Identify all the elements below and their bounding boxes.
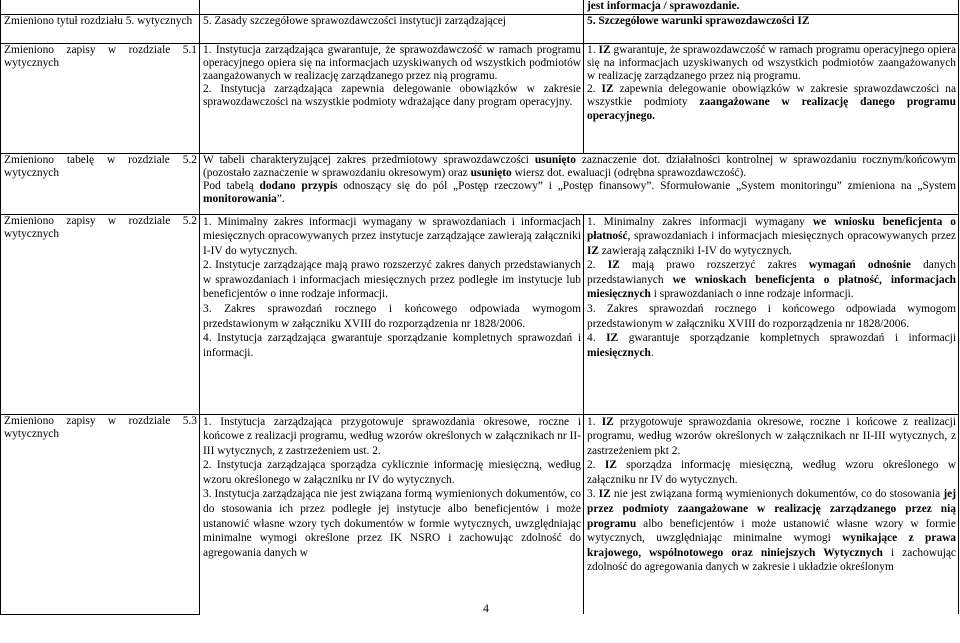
paragraph: 2. Instytucja zarządzająca zapewnia delegowanie obowiązków w zakresie sprawozdawczości na wszystkie podmioty wdrażające dany program operacyjny. <box>203 83 581 109</box>
paragraph: 3. IZ nie jest związana formą wymienionych dokumentów, co do stosowania jej przez podmioty zaangażowane w realizację zarządzanego przez nią programu albo beneficjentów i może ustanowić własne wzory w formie wytycznych, uwzględniając minimalne wymogi wynikające z prawa krajowego, wspólnotowego oraz niniejszych Wytycznych i zachowując zdolność do agregowania danych w zakresie i układzie określonym <box>587 488 957 574</box>
old-text-cell <box>200 43 584 153</box>
new-text-cell <box>584 0 959 14</box>
paragraph: 2. IZ sporządza informację miesięczną, według wzoru określonego w załączniku nr IV do wytycznych. <box>587 459 956 486</box>
paragraph: 1. IZ przygotowuje sprawozdania okresowe, roczne i końcowe z realizacji programu, według wzorów określonych w załącznikach nr II-III wytycznych, z zastrzeżeniem pkt 2. <box>587 415 957 457</box>
merged-note-cell <box>200 153 959 214</box>
paragraph: W tabeli charakteryzującej zakres przedmiotowy sprawozdawczości usunięto zaznaczenie dot. działalności kontrolnej w sprawozdaniu rocznym/końcowym (pozostało zaznaczenie w sprawozdaniu okresowym) oraz usunięto wiersz dot. ewaluacji (odrębna sprawozdawczość). <box>203 153 956 179</box>
paragraph: Pod tabelą dodano przypis odnoszący się do pól „Postęp rzeczowy” i „Postęp finansowy”. Sformułowanie „System monitoringu” zmieniona na „System monitorowania”. <box>203 179 956 206</box>
change-description-cell: Zmieniono zapisy w rozdziale 5.1 wytycznych <box>1 43 200 153</box>
paragraph: 2. IZ mają prawo rozszerzyć zakres wymagań odnośnie danych przedstawianych we wnioskach beneficjenta o płatność, informacjach miesięcznych i sprawozdaniach o inne rodzaje informacji. <box>587 259 957 301</box>
paragraph: 2. Instytucja zarządzająca sporządza cyklicznie informację miesięczną, według wzoru określonego w załączniku nr IV do wytycznych. <box>203 459 581 486</box>
change-description-cell: Zmieniono zapisy w rozdziale 5.3 wytycznych <box>1 414 200 614</box>
table-row <box>1 43 959 153</box>
paragraph: 3. Zakres sprawozdań rocznego i końcowego odpowiada wymogom przedstawionym w załączniku XVIII do rozporządzenia nr 1828/2006. <box>587 303 956 330</box>
new-text-cell <box>584 43 959 153</box>
change-description-cell: Zmieniono tytuł rozdziału 5. wytycznych <box>1 14 200 43</box>
old-text-cell <box>200 214 584 414</box>
table-row <box>1 153 959 214</box>
table-row <box>1 0 959 14</box>
change-description-cell <box>1 0 200 14</box>
paragraph: 1. Minimalny zakres informacji wymagany w sprawozdaniach i informacjach miesięcznych opracowywanych przez instytucje zarządzające zawierają załączniki I-IV do wytycznych. <box>203 215 581 257</box>
paragraph: 1. Instytucja zarządzająca przygotowuje sprawozdania okresowe, roczne i końcowe z realizacji programu, według wzorów określonych w załącznikach nr II-III wytycznych, z zastrzeżeniem ust. 2. <box>203 415 581 457</box>
old-text-cell <box>200 0 584 14</box>
table-row <box>1 414 959 614</box>
paragraph: 2. Instytucje zarządzające mają prawo rozszerzyć zakres danych przedstawianych w sprawozdaniach i informacjach miesięcznych przez podległe im instytucje lub beneficjentów o inne rodzaje informacji. <box>203 259 581 301</box>
table-row <box>1 14 959 43</box>
paragraph: 4. IZ gwarantuje sporządzanie kompletnych sprawozdań i informacji miesięcznych. <box>587 332 957 359</box>
old-text-cell <box>200 414 584 614</box>
new-text-cell <box>584 414 959 614</box>
paragraph: 1. Minimalny zakres informacji wymagany we wniosku beneficjenta o płatność, sprawozdaniach i informacjach miesięcznych opracowywanych przez IZ zawierają załączniki I-IV do wytycznych. <box>587 215 957 257</box>
paragraph: 1. Instytucja zarządzająca gwarantuje, że sprawozdawczość w ramach programu operacyjnego opiera się na informacjach uzyskiwanych od wszystkich podmiotów zaangażowanych w realizację zarządzanego przez nią programu. <box>203 43 581 82</box>
new-text-cell: 5. Szczegółowe warunki sprawozdawczości IZ <box>584 14 959 43</box>
carry-over-text: jest informacja / sprawozdanie. <box>587 0 740 13</box>
old-text-cell: 5. Zasady szczegółowe sprawozdawczości instytucji zarządzającej <box>200 14 584 43</box>
paragraph: 3. Zakres sprawozdań rocznego i końcowego odpowiada wymogom przedstawionym w załączniku XVIII do rozporządzenia nr 1828/2006. <box>203 303 581 330</box>
table-row <box>1 214 959 414</box>
paragraph: 2. IZ zapewnia delegowanie obowiązków w zakresie sprawozdawczości na wszystkie podmioty zaangażowane w realizację danego programu operacyjnego. <box>587 83 956 122</box>
new-text-cell <box>584 214 959 414</box>
change-description-cell: Zmieniono tabelę w rozdziale 5.2 wytycznych <box>1 153 200 214</box>
paragraph: 4. Instytucja zarządzająca gwarantuje sporządzanie kompletnych sprawozdań i informacji. <box>203 332 581 359</box>
paragraph: 3. Instytucja zarządzająca nie jest związana formą wymienionych dokumentów, co do stosowania ich przez podległe jej instytucje albo beneficjentów i może ustanowić własne wzory tych dokumentów w formie wytycznych, uwzględniając minimalne wymogi określone przez IK NSRO i zachowując zdolność do agregowania danych w <box>203 488 581 559</box>
page-number: 4 <box>483 601 489 615</box>
change-description-cell: Zmieniono zapisy w rozdziale 5.2 wytycznych <box>1 214 200 414</box>
paragraph: 1. IZ gwarantuje, że sprawozdawczość w ramach programu operacyjnego opiera się na informacjach uzyskiwanych od wszystkich podmiotów zaangażowanych w realizację zarządzanego przez nią programu. <box>587 43 957 82</box>
